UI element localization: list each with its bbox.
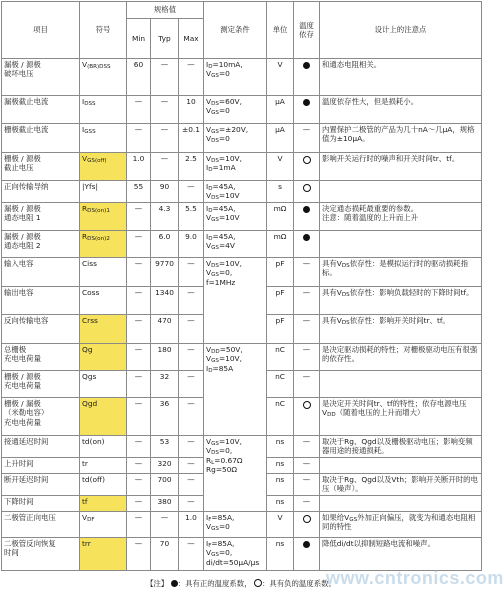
temp-dependence: — (294, 315, 320, 344)
unit: V (267, 59, 294, 96)
value-typ: 4.3 (151, 203, 179, 231)
footer-label: 【注】 (146, 579, 169, 588)
table-row (2, 59, 482, 96)
value-max: — (179, 436, 204, 458)
temp-dependence (294, 203, 320, 231)
table-row (2, 96, 482, 124)
symbol: $R_{DS(on)2}$ (80, 231, 127, 258)
unit: pF (267, 287, 294, 315)
table-row (2, 153, 482, 181)
value-min: — (127, 398, 151, 436)
symbol: tf (80, 495, 127, 511)
value-typ: 9770 (151, 258, 179, 287)
test-conditions (204, 511, 267, 537)
test-conditions (204, 203, 267, 231)
design-note: 是决定开关时间tr、tf的特性；依存电源电压$V_{DD}$（随着电压的上升而增大） (320, 398, 482, 436)
value-min: — (127, 315, 151, 344)
item-name: 反向传输电容 (2, 315, 80, 344)
item-name: 栅极截止电流 (2, 124, 80, 153)
header-symbol: 符号 (80, 2, 127, 59)
value-min: — (127, 511, 151, 537)
condition-line: $V_{GS}=0$, (206, 548, 233, 559)
value-min: — (127, 96, 151, 124)
test-conditions (204, 124, 267, 153)
footer-ring-text: ：具有负的温度系数。 (261, 579, 336, 588)
condition-line: $I_D=45A$, (206, 204, 236, 214)
design-note: 温度依存性大，但是损耗小。 (320, 96, 482, 124)
condition-line: $V_{DS}=0$ (206, 134, 230, 145)
temp-dependence (294, 153, 320, 181)
temp-dependence: — (294, 124, 320, 153)
value-typ: 70 (151, 537, 179, 570)
table-header (2, 2, 482, 59)
value-typ: — (151, 59, 179, 96)
design-note (320, 371, 482, 398)
symbol: $V_{GS(off)}$ (80, 153, 127, 181)
test-conditions (204, 96, 267, 124)
header-max: Max (179, 19, 204, 59)
symbol: tr (80, 457, 127, 473)
test-conditions (204, 436, 267, 512)
design-note: 内置保护二极管的产品为几十nA～几μA，规格值为±10μA。 (320, 124, 482, 153)
positive-coefficient-dot-icon (303, 234, 310, 241)
design-note: 如果给$V_{GS}$外加正向偏压，就变为和通态电阻相同的特性 (320, 511, 482, 537)
value-max: — (179, 473, 204, 495)
value-min: — (127, 344, 151, 371)
symbol: Ciss (80, 258, 127, 287)
symbol: Crss (80, 315, 127, 344)
condition-line: $V_{GS}=10V$, (206, 437, 242, 447)
condition-line: $V_{GS}=0$ (206, 69, 230, 80)
temp-dependence: — (294, 473, 320, 495)
condition-line: $I_F=85A$, (206, 512, 235, 523)
symbol: td(on) (80, 436, 127, 458)
item-name: 上升时间 (2, 457, 80, 473)
table-body (2, 59, 482, 571)
value-typ: 180 (151, 344, 179, 371)
table-row (2, 181, 482, 203)
header-unit: 单位 (267, 2, 294, 59)
value-min: — (127, 457, 151, 473)
unit: μA (267, 96, 294, 124)
value-max: — (179, 287, 204, 315)
item-name: 栅极 / 漏极 （米勒电容） 充电电荷量 (2, 398, 80, 436)
design-note: 和通态电阻相关。 (320, 59, 482, 96)
table-row (2, 203, 482, 231)
value-typ: 6.0 (151, 231, 179, 258)
unit: ns (267, 537, 294, 570)
item-name: 二极管正向电压 (2, 511, 80, 537)
test-conditions (204, 231, 267, 258)
value-max: ±0.1 (179, 124, 204, 153)
temp-dependence (294, 398, 320, 436)
condition-line: $V_{DS}=0$, (206, 446, 233, 457)
symbol: trr (80, 537, 127, 570)
condition-line: $V_{DD}=50V$, (206, 345, 243, 355)
value-min: — (127, 287, 151, 315)
design-note (320, 457, 482, 473)
value-typ: 32 (151, 371, 179, 398)
temp-dependence (294, 511, 320, 537)
value-max: — (179, 315, 204, 344)
temp-dependence (294, 231, 320, 258)
value-min: — (127, 473, 151, 495)
design-note (320, 495, 482, 511)
footer-dot-text: ：具有正的温度系数， (177, 579, 252, 588)
value-typ: 90 (151, 181, 179, 203)
temp-dependence: — (294, 258, 320, 287)
value-max: — (179, 398, 204, 436)
test-conditions (204, 537, 267, 570)
item-name: 栅极 / 源极 充电电荷量 (2, 371, 80, 398)
test-conditions (204, 181, 267, 203)
symbol: $R_{DS(on)1}$ (80, 203, 127, 231)
temp-dependence: — (294, 287, 320, 315)
value-min: 60 (127, 59, 151, 96)
table-row (2, 231, 482, 258)
unit: mΩ (267, 231, 294, 258)
condition-line: $V_{GS}=0$ (206, 522, 230, 533)
condition-line: $R_L=0.67\Omega$ (206, 455, 243, 466)
design-note: 降低di/dt以抑制短路电流和噪声。 (320, 537, 482, 570)
condition-line: $V_{GS}=10V$, (206, 354, 242, 365)
condition-line: $I_F=85A$, (206, 538, 235, 549)
watermark: www.cntronics.com (326, 568, 504, 588)
design-note: 具有$V_{DS}$依存性：是模拟运行时的驱动损耗指标。 (320, 258, 482, 287)
value-max: — (179, 537, 204, 570)
condition-line: $V_{DS}=10V$, (206, 259, 242, 269)
value-min: — (127, 231, 151, 258)
value-typ: 380 (151, 495, 179, 511)
item-name: 漏极 / 源极 破坏电压 (2, 59, 80, 96)
item-name: 总栅极 充电电荷量 (2, 344, 80, 371)
positive-coefficient-dot-icon (303, 206, 310, 213)
value-typ: — (151, 96, 179, 124)
temp-dependence (294, 537, 320, 570)
value-max: — (179, 371, 204, 398)
symbol: $I_{GSS}$ (80, 124, 127, 153)
item-name: 断开延迟时间 (2, 473, 80, 495)
condition-line: $V_{GS}=0$, (206, 268, 233, 279)
negative-coefficient-ring-icon (303, 156, 311, 164)
item-name: 下降时间 (2, 495, 80, 511)
unit: nC (267, 398, 294, 436)
temp-dependence: — (294, 436, 320, 458)
condition-line: $V_{DS}=10V$, (206, 154, 242, 164)
item-name: 输入电容 (2, 258, 80, 287)
value-min: — (127, 537, 151, 570)
table-row (2, 436, 482, 458)
header-item: 项目 (2, 2, 80, 59)
item-name: 漏极 / 源极 通态电阻 2 (2, 231, 80, 258)
positive-coefficient-dot-icon (303, 99, 310, 106)
condition-line: $V_{GS}=0$ (206, 106, 230, 117)
positive-coefficient-dot-icon (171, 580, 178, 587)
condition-line: $V_{GS}=4V$ (206, 241, 235, 252)
temp-dependence: — (294, 495, 320, 511)
value-max: — (179, 59, 204, 96)
design-note: 取决于Rg、Qgd以及Vth；影响开关断开时的电压（噪声）。 (320, 473, 482, 495)
condition-line: $V_{GS}=10V$ (206, 213, 240, 224)
temp-dependence (294, 96, 320, 124)
temp-dependence (294, 59, 320, 96)
value-max: — (179, 344, 204, 371)
negative-coefficient-ring-icon (303, 401, 311, 409)
value-min: — (127, 258, 151, 287)
unit: V (267, 511, 294, 537)
table-row (2, 537, 482, 570)
symbol: |Yfs| (80, 181, 127, 203)
negative-coefficient-ring-icon (303, 184, 311, 192)
condition-line: $V_{DS}=10V$ (206, 191, 240, 202)
value-max: 1.0 (179, 511, 204, 537)
design-note: 具有$V_{DS}$依存性：影响负载轻时的下降时间tf。 (320, 287, 482, 315)
value-max: 10 (179, 96, 204, 124)
value-typ: 470 (151, 315, 179, 344)
value-min: 1.0 (127, 153, 151, 181)
value-min: — (127, 495, 151, 511)
condition-line: f=1MHz (206, 277, 236, 287)
item-name: 栅极 / 源极 截止电压 (2, 153, 80, 181)
unit: nC (267, 371, 294, 398)
unit: ns (267, 473, 294, 495)
temp-dependence: — (294, 457, 320, 473)
item-name: 输出电容 (2, 287, 80, 315)
value-typ: 320 (151, 457, 179, 473)
design-note (320, 181, 482, 203)
value-max: 2.5 (179, 153, 204, 181)
value-min: — (127, 203, 151, 231)
test-conditions (204, 59, 267, 96)
unit: nC (267, 344, 294, 371)
value-min: 55 (127, 181, 151, 203)
item-name: 正向传输导纳 (2, 181, 80, 203)
symbol: $V_{(BR)DSS}$ (80, 59, 127, 96)
temp-dependence: — (294, 371, 320, 398)
table-row (2, 344, 482, 371)
unit: pF (267, 258, 294, 287)
condition-line: $I_D=1mA$ (206, 163, 236, 174)
item-name: 漏极 / 源极 通态电阻 1 (2, 203, 80, 231)
negative-coefficient-ring-icon (254, 579, 262, 587)
design-note: 影响开关运行时的噪声和开关时间tr、tf。 (320, 153, 482, 181)
value-max: — (179, 457, 204, 473)
symbol: Qgs (80, 371, 127, 398)
condition-line: $I_D=85A$ (206, 363, 234, 374)
value-min: — (127, 436, 151, 458)
unit: ns (267, 436, 294, 458)
symbol: td(off) (80, 473, 127, 495)
positive-coefficient-dot-icon (303, 62, 310, 69)
header-temp: 温度 依存 (294, 2, 320, 59)
unit: pF (267, 315, 294, 344)
condition-line: $I_D=10mA$, (206, 60, 243, 70)
condition-line: $I_D=45A$, (206, 232, 236, 242)
design-note: 具有$V_{DS}$依存性：影响开关时间tr、tf。 (320, 315, 482, 344)
value-typ: — (151, 511, 179, 537)
condition-line: $V_{GS}=\pm 20V$, (206, 125, 249, 135)
item-name: 接通延迟时间 (2, 436, 80, 458)
unit: μA (267, 124, 294, 153)
unit: V (267, 153, 294, 181)
temp-dependence (294, 181, 320, 203)
symbol: Qg (80, 344, 127, 371)
symbol: Qgd (80, 398, 127, 436)
value-typ: 53 (151, 436, 179, 458)
header-conditions: 测定条件 (204, 2, 267, 59)
design-note (320, 231, 482, 258)
design-note: 是决定驱动损耗的特性；对栅极驱动电压有很强的依存性。 (320, 344, 482, 371)
value-max: — (179, 495, 204, 511)
header-min: Min (127, 19, 151, 59)
value-min: — (127, 124, 151, 153)
item-name: 漏极截止电流 (2, 96, 80, 124)
value-max: 5.5 (179, 203, 204, 231)
item-name: 二极管反向恢复 时间 (2, 537, 80, 570)
value-min: — (127, 371, 151, 398)
value-typ: 1340 (151, 287, 179, 315)
unit: ns (267, 495, 294, 511)
condition-line: Rg=50Ω (206, 465, 238, 475)
value-max: — (179, 181, 204, 203)
mosfet-spec-table (1, 1, 482, 571)
unit: s (267, 181, 294, 203)
value-typ: 700 (151, 473, 179, 495)
condition-line: di/dt=50μA/μs (206, 557, 260, 567)
design-note: 取决于Rg、Qgd以及栅极驱动电压；影响变频器用途的接通损耗。 (320, 436, 482, 458)
table-row (2, 511, 482, 537)
symbol: Coss (80, 287, 127, 315)
unit: ns (267, 457, 294, 473)
symbol: $V_{DF}$ (80, 511, 127, 537)
table-row (2, 258, 482, 287)
table-row (2, 124, 482, 153)
negative-coefficient-ring-icon (303, 515, 311, 523)
temp-dependence: — (294, 344, 320, 371)
test-conditions (204, 344, 267, 436)
value-typ: — (151, 153, 179, 181)
value-max: 9.0 (179, 231, 204, 258)
value-typ: 36 (151, 398, 179, 436)
test-conditions (204, 258, 267, 344)
condition-line: $I_D=45A$, (206, 182, 236, 192)
design-note: 决定通态损耗最重要的参数。 注意：随着温度的上升而上升 (320, 203, 482, 231)
condition-line: $V_{DS}=60V$, (206, 97, 242, 107)
unit: mΩ (267, 203, 294, 231)
positive-coefficient-dot-icon (303, 541, 310, 548)
value-max: — (179, 258, 204, 287)
header-spec-group: 规格值 (127, 2, 204, 19)
test-conditions (204, 153, 267, 181)
header-notes: 设计上的注意点 (320, 2, 482, 59)
symbol: $I_{DSS}$ (80, 96, 127, 124)
value-typ: — (151, 124, 179, 153)
header-typ: Typ (151, 19, 179, 59)
